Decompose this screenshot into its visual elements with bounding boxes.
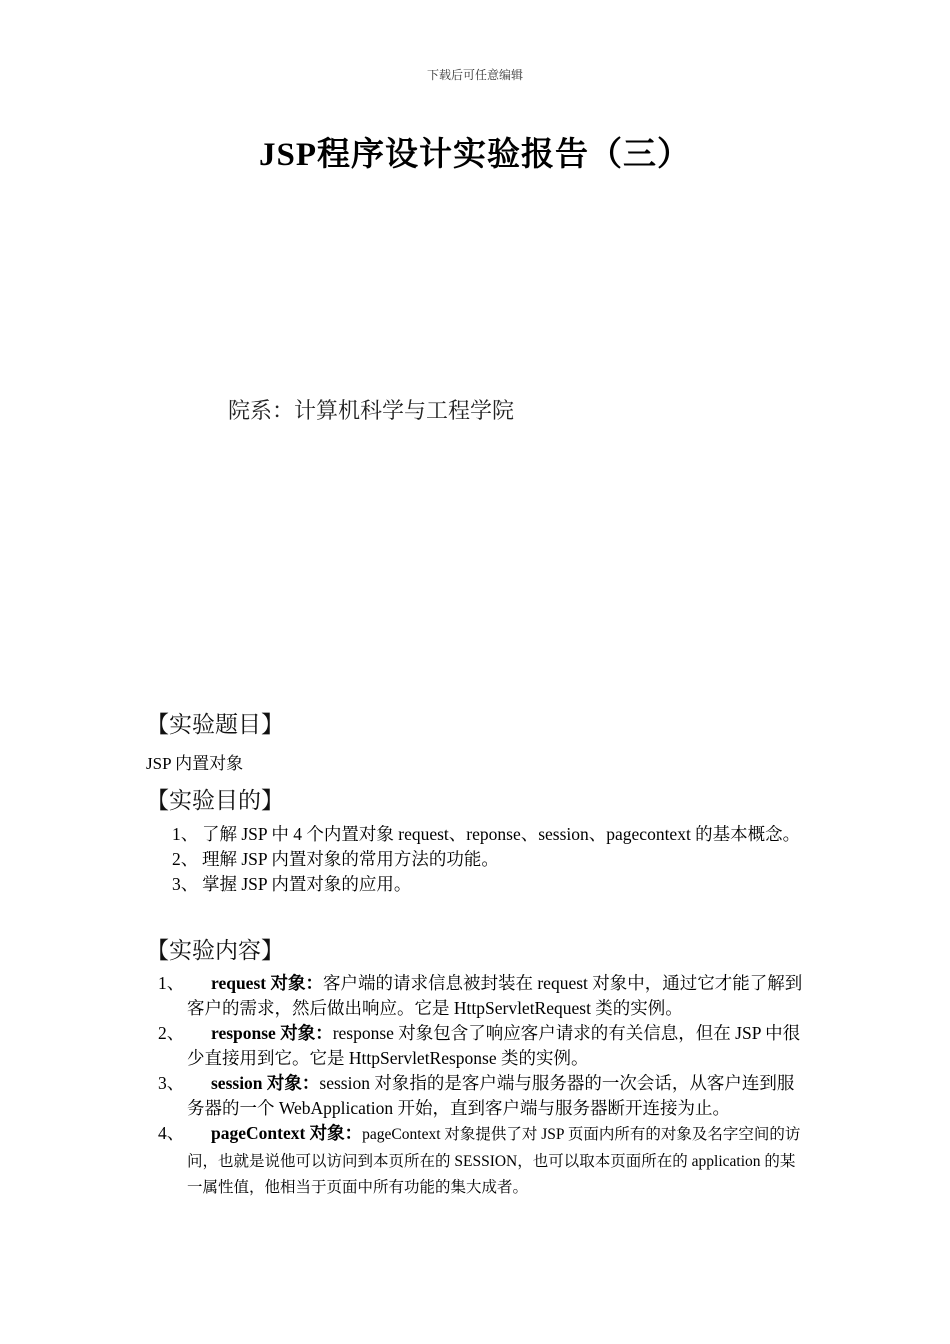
content-item-number: 4、: [158, 1123, 185, 1143]
content-item-number: 1、: [158, 973, 185, 993]
content-item-text: 客户端的请求信息被封装在 request 对象中，通过它才能了解到客户的需求，然后做出响应。它是 HttpServletRequest 类的实例。: [187, 973, 803, 1018]
content-item-number: 3、: [158, 1073, 185, 1093]
content-item-text: response 对象包含了响应客户请求的有关信息，但在 JSP 中很少直接用到它。它是 HttpServletResponse 类的实例。: [187, 1023, 801, 1068]
page-title: JSP程序设计实验报告（三）: [258, 137, 691, 173]
content-item-term: request 对象：: [211, 973, 323, 993]
purpose-item-number: 3、: [172, 874, 199, 894]
topic-heading: 【实验题目】: [146, 712, 284, 738]
content-item: [0, 1121, 807, 1201]
content-item-term: response 对象：: [211, 1023, 333, 1043]
content-heading: 【实验内容】: [146, 938, 284, 964]
department-line: 院系：计算机科学与工程学院: [228, 399, 515, 424]
purpose-item: [0, 847, 808, 872]
content-item: [0, 1021, 807, 1071]
content-item-number: 2、: [158, 1023, 185, 1043]
content-item: [0, 1071, 807, 1121]
purpose-item-text: 掌握 JSP 内置对象的应用。: [202, 874, 412, 894]
purpose-item-number: 1、: [172, 824, 199, 844]
purpose-item-text: 理解 JSP 内置对象的常用方法的功能。: [202, 849, 499, 869]
content-list: [0, 971, 807, 1201]
content-item-term: pageContext 对象：: [211, 1123, 363, 1143]
purpose-list: [0, 822, 808, 897]
purpose-item-text: 了解 JSP 中 4 个内置对象 request、reponse、session、pagecontext 的基本概念。: [202, 824, 801, 844]
purpose-item: [0, 872, 808, 897]
content-item-text: session 对象指的是客户端与服务器的一次会话，从客户连到服务器的一个 WebApplication 开始，直到客户端与服务器断开连接为止。: [187, 1073, 795, 1118]
content-item: [0, 971, 807, 1021]
topic-text: JSP 内置对象: [146, 754, 244, 773]
purpose-heading: 【实验目的】: [146, 788, 284, 814]
purpose-item-number: 2、: [172, 849, 199, 869]
content-item-term: session 对象：: [211, 1073, 320, 1093]
header-note: 下载后可任意编辑: [426, 68, 523, 82]
purpose-item: [0, 822, 808, 847]
content-item-text: pageContext 对象提供了对 JSP 页面内所有的对象及名字空间的访问，也就是说他可以访问到本页所在的 SESSION，也可以取本页面所在的 application 的某一属性值，他相当于页面中所有功能的集大成者。: [187, 1126, 801, 1196]
